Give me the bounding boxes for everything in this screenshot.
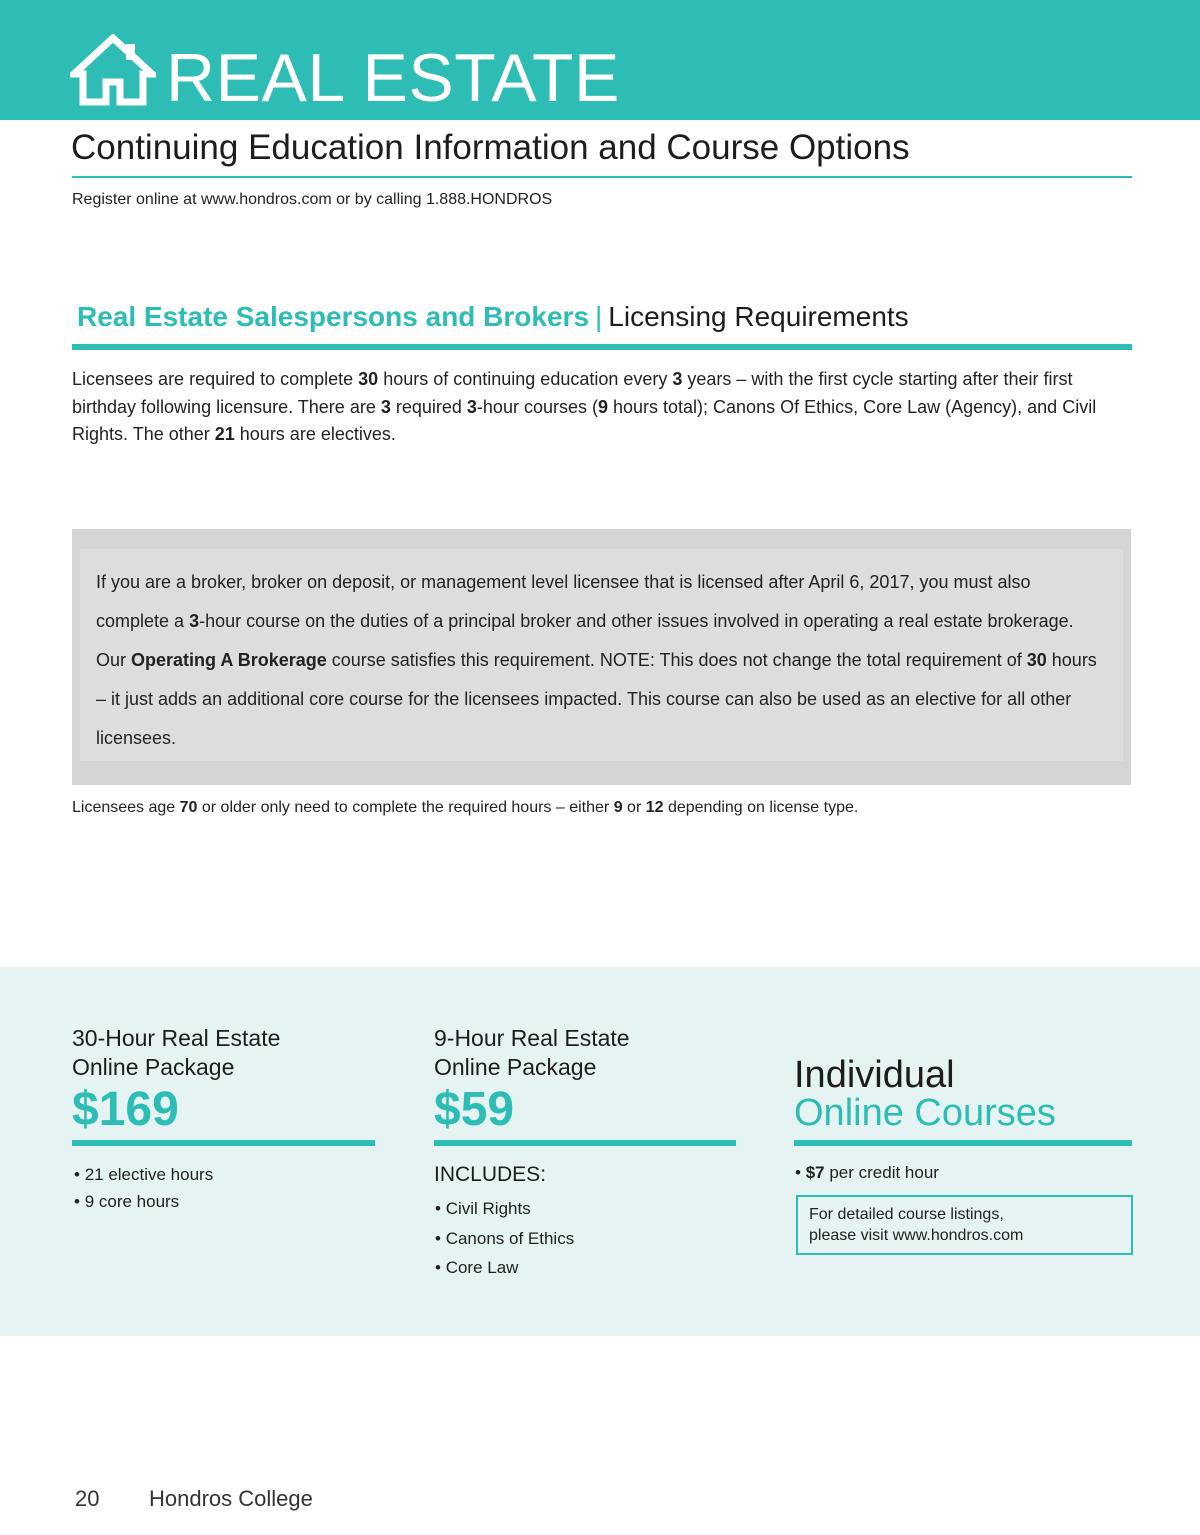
page-subtitle: Continuing Education Information and Course Options bbox=[71, 128, 910, 167]
brand-title: REAL ESTATE bbox=[166, 40, 620, 116]
individual-subtitle: Online Courses bbox=[794, 1092, 1056, 1134]
requirements-paragraph bbox=[72, 366, 1132, 449]
intro-number: 3 bbox=[380, 396, 391, 417]
info-line: For detailed course listings, bbox=[809, 1206, 1004, 1223]
intro-text: required bbox=[390, 396, 467, 417]
package-9-hour bbox=[434, 1024, 630, 1138]
note-text: If you are a broker, broker on deposit, or management level licensee that is licensed after April 6, 2017, you must also complete a bbox=[96, 572, 1031, 631]
age-note-number: 12 bbox=[645, 799, 664, 816]
rate-price: $7 bbox=[805, 1163, 825, 1182]
packages-band bbox=[0, 967, 1200, 1336]
package-30-items bbox=[74, 1161, 213, 1215]
package-9-items bbox=[435, 1194, 574, 1283]
individual-title: Individual bbox=[794, 1054, 955, 1096]
broker-note-text bbox=[80, 549, 1123, 761]
broker-note-box bbox=[72, 529, 1131, 785]
register-info: Register online at www.hondros.com or by calling 1.888.HONDROS bbox=[72, 191, 553, 208]
package-title: 30-Hour Real Estate bbox=[72, 1025, 281, 1051]
note-number: 3 bbox=[189, 611, 200, 631]
includes-label: INCLUDES: bbox=[434, 1163, 547, 1186]
intro-text: -hour courses ( bbox=[476, 396, 598, 417]
package-price: $59 bbox=[434, 1083, 515, 1136]
age-note-text: depending on license type. bbox=[663, 799, 859, 816]
house-icon bbox=[70, 34, 156, 106]
intro-number: 3 bbox=[466, 396, 477, 417]
info-line: please visit www.hondros.com bbox=[809, 1227, 1024, 1244]
list-item: • 9 core hours bbox=[74, 1188, 213, 1215]
list-item: • Civil Rights bbox=[435, 1194, 574, 1224]
section-heading-separator: | bbox=[595, 301, 603, 332]
package-title: Online Package bbox=[72, 1054, 235, 1080]
package-title: Online Package bbox=[434, 1054, 597, 1080]
intro-text: Licensees are required to complete bbox=[72, 369, 359, 389]
age-exemption-note bbox=[72, 798, 858, 818]
section-heading bbox=[77, 298, 909, 336]
note-text: course satisfies this requirement. NOTE: This does not change the total requirement of bbox=[326, 650, 1027, 670]
list-item: • Canons of Ethics bbox=[435, 1224, 574, 1254]
package-divider bbox=[434, 1140, 736, 1146]
age-note-number: 9 bbox=[613, 799, 623, 816]
section-divider bbox=[72, 344, 1132, 350]
rate-text: per credit hour bbox=[824, 1163, 939, 1182]
package-divider bbox=[794, 1140, 1132, 1146]
course-listing-info bbox=[796, 1195, 1133, 1255]
package-30-hour bbox=[72, 1024, 280, 1138]
page-number: 20 bbox=[75, 1486, 100, 1511]
individual-items bbox=[795, 1161, 939, 1185]
list-item bbox=[795, 1161, 939, 1185]
package-title: 9-Hour Real Estate bbox=[434, 1025, 630, 1051]
footer-college: Hondros College bbox=[149, 1486, 313, 1511]
section-heading-rest: Licensing Requirements bbox=[608, 301, 909, 332]
intro-text: hours are electives. bbox=[234, 424, 396, 444]
subtitle-divider bbox=[72, 176, 1132, 178]
list-item: • 21 elective hours bbox=[74, 1161, 213, 1188]
note-text: -hour course on the duties of a principal broker and other issues involved in operating a real estate brokerage. Our bbox=[96, 611, 1074, 670]
age-note-text: Licensees age bbox=[72, 799, 180, 816]
intro-number: 9 bbox=[597, 396, 608, 417]
age-note-number: 70 bbox=[179, 799, 198, 816]
note-number: 30 bbox=[1026, 650, 1047, 670]
note-text: hours – it just adds an additional core course for the licensees impacted. This course can also be used as an elective for all other licensees. bbox=[96, 650, 1097, 748]
intro-text: years – with the first cycle starting after their first birthday following licensure. There are bbox=[72, 369, 1073, 417]
intro-number: 30 bbox=[358, 369, 379, 389]
header-banner bbox=[0, 0, 1200, 120]
package-divider bbox=[72, 1140, 375, 1146]
section-heading-bold: Real Estate Salespersons and Brokers bbox=[77, 301, 590, 332]
package-price: $169 bbox=[72, 1083, 179, 1136]
age-note-text: or older only need to complete the required hours – either bbox=[197, 799, 614, 816]
note-course-name: Operating A Brokerage bbox=[131, 650, 327, 670]
age-note-text: or bbox=[622, 799, 646, 816]
list-item: • Core Law bbox=[435, 1253, 574, 1283]
intro-text: hours total); Canons Of Ethics, Core Law (Agency), and Civil Rights. The other bbox=[72, 396, 1097, 444]
intro-number: 3 bbox=[672, 369, 683, 389]
intro-text: hours of continuing education every bbox=[378, 369, 673, 389]
intro-number: 21 bbox=[214, 424, 235, 444]
